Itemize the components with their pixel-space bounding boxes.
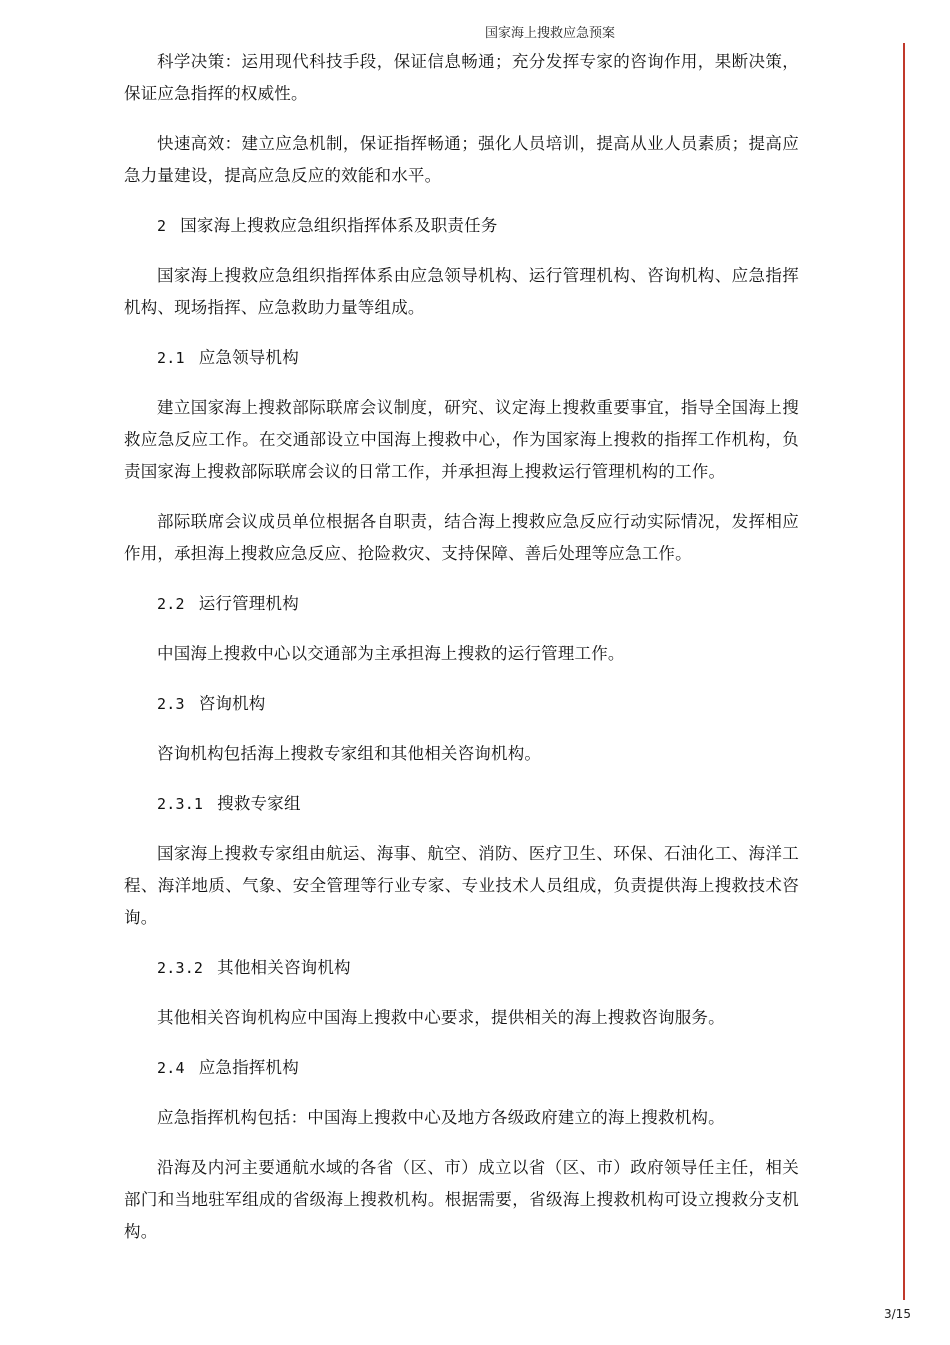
section-number: 2.3 (157, 695, 185, 713)
section-number: 2.3.2 (157, 959, 204, 977)
page-header-title: 国家海上搜救应急预案 (484, 26, 615, 41)
section-number: 2.3.1 (157, 795, 204, 813)
paragraph: 中国海上搜救中心以交通部为主承担海上搜救的运行管理工作。 (157, 644, 625, 663)
paragraph: 沿海及内河主要通航水域的各省（区、市）成立以省（区、市）政府领导任主任，相关部门和当地驻军组成的省级海上搜救机构。根据需要，省级海上搜救机构可设立搜救分支机构。 (124, 1158, 799, 1241)
section-number: 2.2 (157, 595, 185, 613)
section-title: 其他相关咨询机构 (217, 958, 351, 977)
section-title: 应急指挥机构 (198, 1058, 299, 1077)
document-body (124, 46, 799, 1266)
paragraph: 建立国家海上搜救部际联席会议制度，研究、议定海上搜救重要事宜，指导全国海上搜救应急反应工作。在交通部设立中国海上搜救中心，作为国家海上搜救的指挥工作机构，负责国家海上搜救部际联席会议的日常工作，并承担海上搜救运行管理机构的工作。 (124, 398, 799, 481)
section-heading (124, 210, 799, 242)
section-heading (124, 342, 799, 374)
section-heading (124, 1052, 799, 1084)
section-title: 搜救专家组 (217, 794, 301, 813)
margin-rule (903, 43, 905, 1300)
paragraph: 部际联席会议成员单位根据各自职责，结合海上搜救应急反应行动实际情况，发挥相应作用，承担海上搜救应急反应、抢险救灾、支持保障、善后处理等应急工作。 (124, 512, 799, 563)
paragraph: 咨询机构包括海上搜救专家组和其他相关咨询机构。 (157, 744, 542, 763)
section-heading (124, 688, 799, 720)
section-heading (124, 788, 799, 820)
section-title: 国家海上搜救应急组织指挥体系及职责任务 (180, 216, 498, 235)
paragraph: 国家海上搜救应急组织指挥体系由应急领导机构、运行管理机构、咨询机构、应急指挥机构、现场指挥、应急救助力量等组成。 (124, 266, 799, 317)
paragraph: 科学决策：运用现代科技手段，保证信息畅通；充分发挥专家的咨询作用，果断决策，保证应急指挥的权威性。 (124, 52, 799, 103)
section-title: 咨询机构 (198, 694, 266, 713)
section-number: 2 (157, 217, 167, 235)
page-number: 3/15 (884, 1307, 911, 1321)
section-number: 2.4 (157, 1059, 185, 1077)
section-heading (124, 952, 799, 984)
paragraph: 国家海上搜救专家组由航运、海事、航空、消防、医疗卫生、环保、石油化工、海洋工程、海洋地质、气象、安全管理等行业专家、专业技术人员组成，负责提供海上搜救技术咨询。 (124, 844, 799, 927)
paragraph: 其他相关咨询机构应中国海上搜救中心要求，提供相关的海上搜救咨询服务。 (157, 1008, 725, 1027)
section-number: 2.1 (157, 349, 185, 367)
paragraph: 快速高效：建立应急机制，保证指挥畅通；强化人员培训，提高从业人员素质；提高应急力量建设，提高应急反应的效能和水平。 (124, 134, 799, 185)
section-title: 应急领导机构 (198, 348, 299, 367)
section-title: 运行管理机构 (198, 594, 299, 613)
paragraph: 应急指挥机构包括：中国海上搜救中心及地方各级政府建立的海上搜救机构。 (157, 1108, 725, 1127)
section-heading (124, 588, 799, 620)
